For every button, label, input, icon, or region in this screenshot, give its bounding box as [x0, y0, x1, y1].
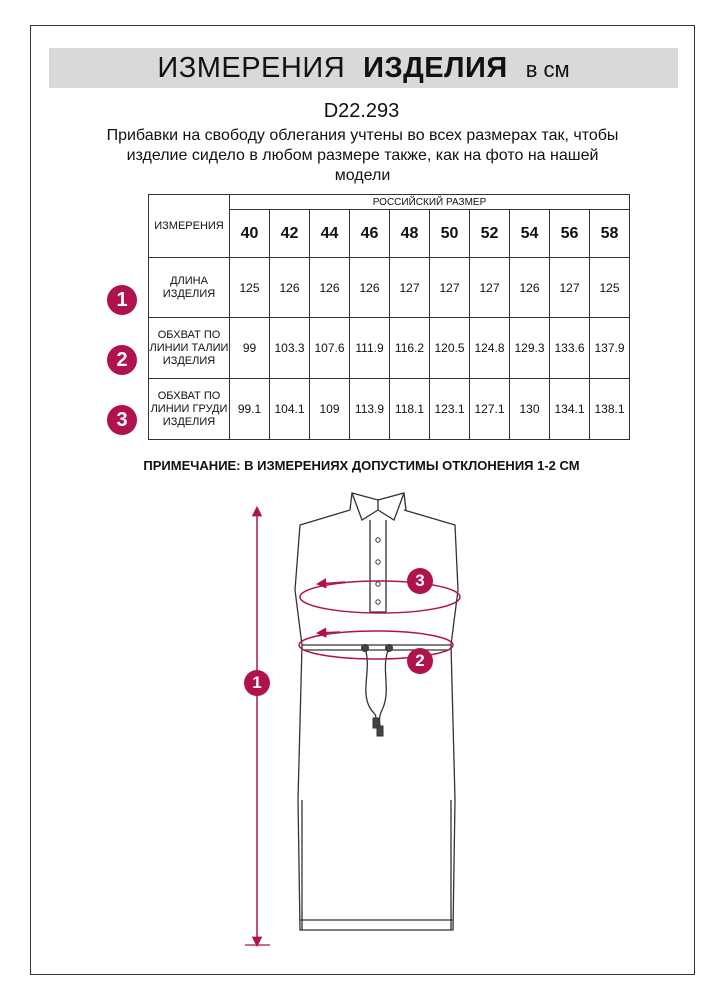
value-cell: 137.9 — [590, 318, 630, 379]
chest-badge: 3 — [407, 568, 433, 594]
title-unit: в см — [525, 57, 570, 82]
title-bold: ИЗДЕЛИЯ — [363, 52, 508, 84]
value-cell: 127 — [390, 258, 430, 318]
value-cell: 120.5 — [430, 318, 470, 379]
value-cell: 129.3 — [510, 318, 550, 379]
row-badge-1: 1 — [107, 285, 137, 315]
row-badge-2: 2 — [107, 345, 137, 375]
size-cell: 50 — [430, 210, 470, 258]
value-cell: 126 — [350, 258, 390, 318]
value-cell: 107.6 — [310, 318, 350, 379]
value-cell: 113.9 — [350, 379, 390, 440]
value-cell: 127 — [470, 258, 510, 318]
buttons — [362, 538, 393, 736]
size-group-header: РОССИЙСКИЙ РАЗМЕР — [230, 195, 630, 210]
row-label: ОБХВАТ ПО ЛИНИИ ТАЛИИ ИЗДЕЛИЯ — [149, 318, 230, 379]
value-cell: 116.2 — [390, 318, 430, 379]
dress-outline — [295, 493, 458, 930]
value-cell: 126 — [310, 258, 350, 318]
value-cell: 127 — [430, 258, 470, 318]
waist-badge: 2 — [407, 648, 433, 674]
measurements-header: ИЗМЕРЕНИЯ — [149, 195, 230, 258]
value-cell: 104.1 — [270, 379, 310, 440]
size-cell: 56 — [550, 210, 590, 258]
value-cell: 126 — [270, 258, 310, 318]
size-cell: 54 — [510, 210, 550, 258]
length-arrow — [245, 508, 270, 945]
size-cell: 42 — [270, 210, 310, 258]
size-cell: 48 — [390, 210, 430, 258]
value-cell: 127.1 — [470, 379, 510, 440]
value-cell: 111.9 — [350, 318, 390, 379]
length-badge: 1 — [244, 670, 270, 696]
size-cell: 58 — [590, 210, 630, 258]
value-cell: 109 — [310, 379, 350, 440]
value-cell: 99 — [230, 318, 270, 379]
size-cell: 40 — [230, 210, 270, 258]
fit-note: Прибавки на свободу облегания учтены во всех размерах так, чтобы изделие сидело в любом размере также, как на фото на нашей модели — [106, 127, 619, 184]
value-cell: 124.8 — [470, 318, 510, 379]
value-cell: 133.6 — [550, 318, 590, 379]
row-label: ОБХВАТ ПО ЛИНИИ ГРУДИ ИЗДЕЛИЯ — [149, 379, 230, 440]
value-cell: 138.1 — [590, 379, 630, 440]
article-number: D22.293 — [323, 100, 400, 122]
title-light: ИЗМЕРЕНИЯ — [157, 52, 346, 84]
value-cell: 103.3 — [270, 318, 310, 379]
tolerance-remark: ПРИМЕЧАНИЕ: В ИЗМЕРЕНИЯХ ДОПУСТИМЫ ОТКЛОНЕНИЯ 1-2 СМ — [143, 458, 580, 473]
value-cell: 127 — [550, 258, 590, 318]
size-cell: 52 — [470, 210, 510, 258]
size-cell: 46 — [350, 210, 390, 258]
size-cell: 44 — [310, 210, 350, 258]
value-cell: 125 — [230, 258, 270, 318]
row-badge-3: 3 — [107, 405, 137, 435]
value-cell: 130 — [510, 379, 550, 440]
value-cell: 118.1 — [390, 379, 430, 440]
value-cell: 125 — [590, 258, 630, 318]
value-cell: 123.1 — [430, 379, 470, 440]
value-cell: 134.1 — [550, 379, 590, 440]
value-cell: 99.1 — [230, 379, 270, 440]
value-cell: 126 — [510, 258, 550, 318]
row-label: ДЛИНА ИЗДЕЛИЯ — [149, 258, 230, 318]
